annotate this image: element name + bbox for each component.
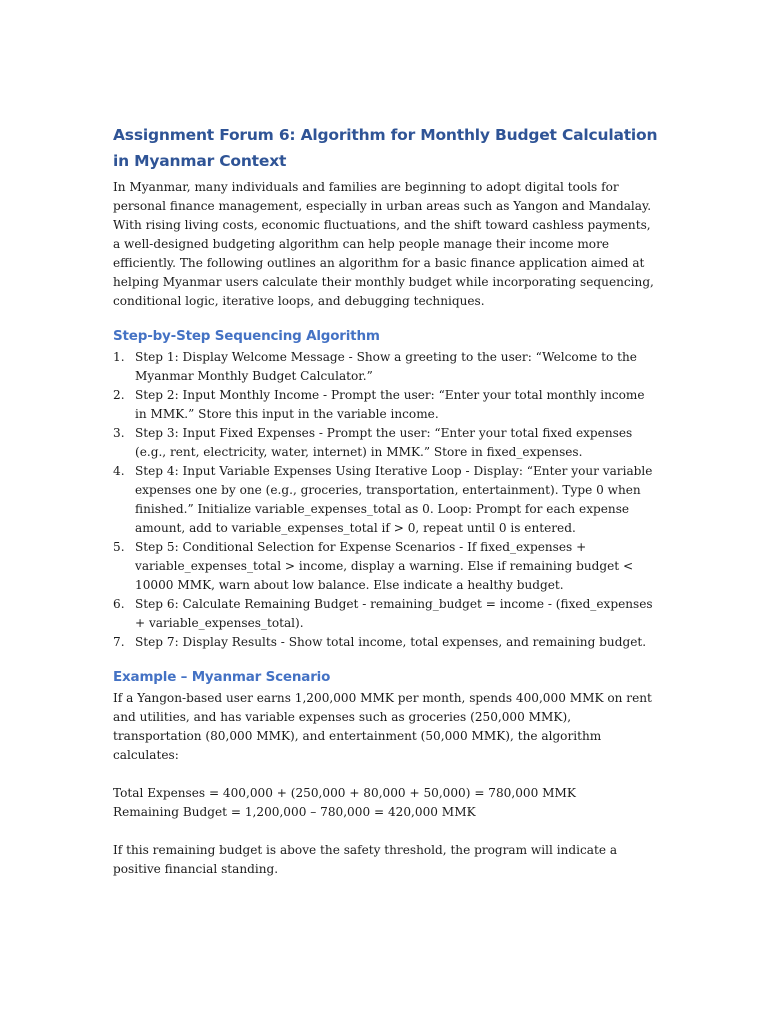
document-page (113, 122, 658, 879)
intro-paragraph: In Myanmar, many individuals and families are beginning to adopt digital tools for personal finance management, especially in urban areas such as Yangon and Mandalay. With rising living costs, economic fluctuations, and the shift toward cashless payments, a well-designed budgeting algorithm can help people manage their income more efficiently. The following outlines an algorithm for a basic finance application aimed at helping Myanmar users calculate their monthly budget while incorporating sequencing, conditional logic, iterative loops, and debugging techniques. (113, 180, 654, 308)
example-heading: Example – Myanmar Scenario (113, 669, 331, 685)
list-item (113, 348, 658, 386)
blank-line (113, 822, 658, 841)
step-text: Step 1: Display Welcome Message - Show a greeting to the user: “Welcome to the Myanmar Monthly Budget Calculator.” (135, 350, 637, 383)
step-number: 3. (113, 426, 125, 440)
list-item (113, 424, 658, 462)
sequencing-heading: Step-by-Step Sequencing Algorithm (113, 328, 380, 344)
step-number: 7. (113, 635, 125, 649)
step-number: 5. (113, 540, 125, 554)
step-number: 6. (113, 597, 125, 611)
step-text: Step 7: Display Results - Show total income, total expenses, and remaining budget. (135, 635, 647, 649)
list-item (113, 538, 658, 595)
list-item (113, 633, 658, 652)
blank-line (113, 765, 658, 784)
step-text: Step 6: Calculate Remaining Budget - remaining_budget = income - (fixed_expenses + variable_expenses_total). (135, 597, 653, 630)
document-title: Assignment Forum 6: Algorithm for Monthly Budget Calculation in Myanmar Context (113, 126, 658, 170)
list-item (113, 595, 658, 633)
list-item (113, 386, 658, 424)
steps-list (113, 348, 658, 652)
step-text: Step 3: Input Fixed Expenses - Prompt the user: “Enter your total fixed expenses (e.g., rent, electricity, water, internet) in MMK.” Store in fixed_expenses. (135, 426, 633, 459)
step-number: 4. (113, 464, 125, 478)
step-text: Step 5: Conditional Selection for Expense Scenarios - If fixed_expenses + variable_expenses_total > income, display a warning. Else if remaining budget < 10000 MMK, warn about low balance. Else indicate a healthy budget. (135, 540, 634, 592)
step-text: Step 2: Input Monthly Income - Prompt the user: “Enter your total monthly income in MMK.” Store this input in the variable income. (135, 388, 645, 421)
step-number: 1. (113, 350, 125, 364)
total-expenses-line: Total Expenses = 400,000 + (250,000 + 80,000 + 50,000) = 780,000 MMK (113, 786, 576, 800)
remaining-budget-line: Remaining Budget = 1,200,000 – 780,000 = 420,000 MMK (113, 805, 476, 819)
example-paragraph: If a Yangon-based user earns 1,200,000 MMK per month, spends 400,000 MMK on rent and utilities, and has variable expenses such as groceries (250,000 MMK), transportation (80,000 MMK), and entertainment (50,000 MMK), the algorithm calculates: (113, 691, 652, 762)
conclusion-paragraph: If this remaining budget is above the safety threshold, the program will indicate a positive financial standing. (113, 843, 618, 876)
step-number: 2. (113, 388, 125, 402)
list-item (113, 462, 658, 538)
step-text: Step 4: Input Variable Expenses Using Iterative Loop - Display: “Enter your variable expenses one by one (e.g., groceries, transportation, entertainment). Type 0 when finished.” Initialize variable_expenses_total as 0. Loop: Prompt for each expense amount, add to variable_expenses_total if > 0, repeat until 0 is entered. (135, 464, 653, 535)
